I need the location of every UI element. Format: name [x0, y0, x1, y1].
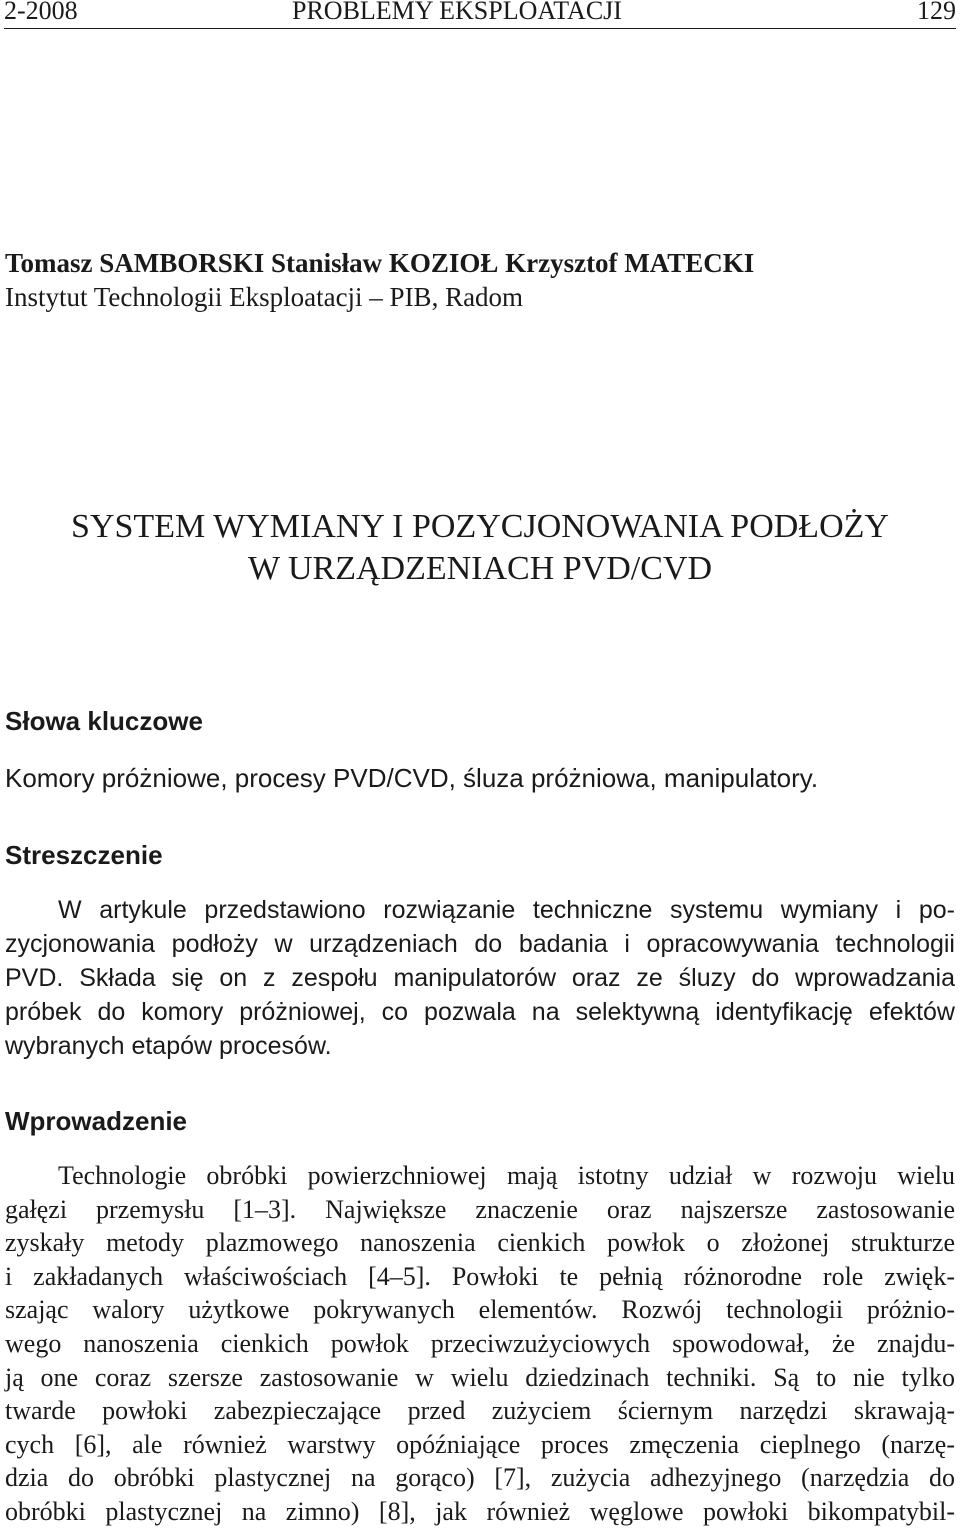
abstract-heading: Streszczenie [5, 840, 163, 870]
article-title-line: SYSTEM WYMIANY I POZYCJONOWANIA PODŁOŻY [71, 508, 889, 545]
abstract-line: PVD. Składa się on z zespołu manipulatorów oraz ze śluzy do wprowadzania [5, 964, 955, 992]
introduction-line: twarde powłoki zabezpieczające przed zużyciem ściernym narzędzi skrawają- [5, 1396, 955, 1426]
introduction-line: dzia do obróbki plastycznej na gorąco) [7], zużycia adhezyjnego (narzędzia do [5, 1463, 955, 1493]
affiliation: Instytut Technologii Eksploatacji – PIB, Radom [5, 282, 524, 312]
introduction-line: obróbki plastycznej na zimno) [8], jak również węglowe powłoki bikompatybil- [5, 1496, 955, 1526]
article-title-line: W URZĄDZENIACH PVD/CVD [247, 550, 713, 587]
running-header [4, 0, 956, 29]
introduction-line: ją one coraz szersze zastosowanie w wielu dziedzinach techniki. Są to nie tylko [5, 1362, 955, 1392]
introduction-heading: Wprowadzenie [5, 1106, 188, 1136]
keywords-text: Komory próżniowe, procesy PVD/CVD, śluza próżniowa, manipulatory. [5, 763, 819, 793]
abstract-line: wybranych etapów procesów. [5, 1032, 332, 1060]
introduction-body [5, 1159, 955, 1529]
journal-title: PROBLEMY EKSPLOATACJI [292, 0, 622, 25]
abstract-line: próbek do komory próżniowej, co pozwala na selektywną identyfikację efektów [5, 998, 955, 1026]
keywords-heading: Słowa kluczowe [5, 706, 203, 736]
introduction-line: Technologie obróbki powierzchniowej mają istotny udział w rozwoju wielu [58, 1161, 955, 1190]
article-title [0, 506, 960, 590]
introduction-line: cych [6], ale również warstwy opóźniające proces zmęczenia cieplnego (narzę- [5, 1429, 955, 1459]
abstract-line: W artykule przedstawiono rozwiązanie techniczne systemu wymiany i po- [58, 896, 955, 924]
abstract-body [5, 893, 955, 1063]
introduction-line: gałęzi przemysłu [1–3]. Największe znaczenie oraz najszersze zastosowanie [5, 1194, 955, 1224]
introduction-line: wego nanoszenia cienkich powłok przeciwzużyciowych spowodował, że znajdu- [5, 1328, 955, 1358]
page-number: 129 [917, 0, 956, 25]
authors: Tomasz SAMBORSKI Stanisław KOZIOŁ Krzysztof MATECKI [5, 248, 755, 278]
issue-number: 2-2008 [4, 0, 78, 25]
abstract-line: zycjonowania podłoży w urządzeniach do badania i opracowywania technologii [5, 930, 955, 958]
introduction-line: zyskały metody plazmowego nanoszenia cienkich powłok o złożonej strukturze [5, 1228, 955, 1258]
introduction-line: i zakładanych właściwościach [4–5]. Powłoki te pełnią różnorodne role zwięk- [5, 1261, 955, 1291]
introduction-line: szając walory użytkowe pokrywanych elementów. Rozwój technologii próżnio- [5, 1295, 955, 1325]
